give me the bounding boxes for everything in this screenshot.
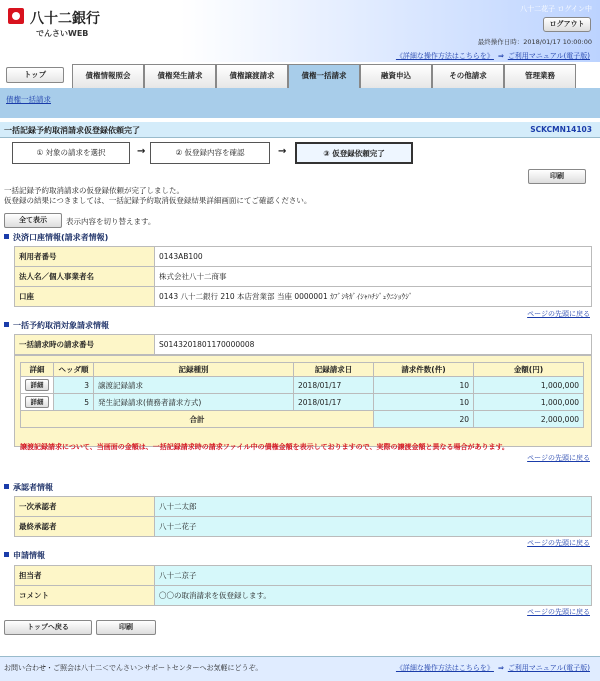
tab-issue[interactable]: 債権発生請求 <box>144 64 216 88</box>
table-row: 法人名／個人事業者名 株式会社八十二商事 <box>15 267 592 287</box>
footer-contact: お問い合わせ・ご照会は八十二＜でんさい＞サポートセンターへお気軽にどうぞ。 <box>4 664 263 672</box>
table-row: 担当者 八十二京子 <box>15 566 592 586</box>
help-method-link[interactable]: 《詳細な操作方法はこちらを》 <box>395 52 494 60</box>
page-top-link[interactable]: ページの先頭に戻る <box>527 454 590 462</box>
bank-logo-icon <box>8 8 24 24</box>
record-list-table <box>20 362 584 428</box>
back-to-top-button[interactable]: トップへ戻る <box>4 620 92 635</box>
help-method-link[interactable]: 《詳細な操作方法はこちらを》 <box>395 664 494 672</box>
step-arrow-icon: → <box>137 146 146 157</box>
approver-table <box>14 496 592 537</box>
step-1: ① 対象の請求を選択 <box>12 142 130 164</box>
amount-warning: 譲渡記録請求について、当画面の金額は、一括記録請求時の請求ファイル中の債権金額を表示しておりますので、実際の譲渡金額と異なる場合があります。 <box>20 443 509 451</box>
help-links-top: 《詳細な操作方法はこちらを》 ⇒ ご利用マニュアル(電子版) <box>395 52 590 60</box>
table-row: コメント 〇〇の取消請求を仮登録します。 <box>15 586 592 606</box>
tab-home[interactable]: トップ <box>6 67 64 83</box>
section-approver-title: 承認者情報 <box>4 482 53 493</box>
print-button-bottom[interactable]: 印刷 <box>96 620 156 635</box>
last-login: 最終操作日時：2018/01/17 10:00:00 <box>477 38 592 46</box>
table-row: 一次承認者 八十二太郎 <box>15 497 592 517</box>
manual-link[interactable]: ご利用マニュアル(電子版) <box>507 52 590 60</box>
completion-message: 一括記録予約取消請求の仮登録依頼が完了しました。 仮登録の結果につきましては、一括記録予約取消仮登録結果詳細画面にてご確認ください。 <box>4 186 312 205</box>
application-table <box>14 565 592 606</box>
detail-button[interactable]: 詳細 <box>25 379 49 391</box>
sub-navigation <box>0 88 600 118</box>
section-target-title: 一括予約取消対象請求情報 <box>4 320 109 331</box>
main-tabs <box>0 64 600 88</box>
detail-button[interactable]: 詳細 <box>25 396 49 408</box>
table-row: 利用者番号 0143AB100 <box>15 247 592 267</box>
logout-button[interactable]: ログアウト <box>543 17 591 32</box>
print-button-top[interactable]: 印刷 <box>528 169 586 184</box>
tab-loan[interactable]: 融資申込 <box>360 64 432 88</box>
table-row: 一括請求時の請求番号 S0143201801170000008 <box>15 335 592 355</box>
tab-transfer[interactable]: 債権譲渡請求 <box>216 64 288 88</box>
table-row: 最終承認者 八十二花子 <box>15 517 592 537</box>
show-all-button[interactable]: 全て表示 <box>4 213 62 228</box>
request-number-table <box>14 334 592 355</box>
table-row: 詳細 3 譲渡記録請求 2018/01/17 10 1,000,000 <box>21 377 584 394</box>
step-2: ② 仮登録内容を確認 <box>150 142 270 164</box>
tab-other[interactable]: その他請求 <box>432 64 504 88</box>
settlement-table <box>14 246 592 307</box>
bank-name: 八十二銀行 <box>30 11 100 27</box>
table-row: 口座 0143 八十二銀行 210 本店営業部 当座 0000001 ｶﾌﾞｼｷｶﾞｲｼｬﾊﾁｼﾞｭｳﾆｼｮｳｼﾞ <box>15 287 592 307</box>
page-top-link[interactable]: ページの先頭に戻る <box>527 310 590 318</box>
section-application-title: 申請情報 <box>4 550 45 561</box>
toggle-note: 表示内容を切り替えます。 <box>66 217 156 226</box>
manual-link[interactable]: ご利用マニュアル(電子版) <box>507 664 590 672</box>
screen-code: SCKCMN14103 <box>530 125 592 134</box>
section-settlement-title: 決済口座情報(請求者情報) <box>4 232 108 243</box>
table-header: 詳細 ヘッダ順 記録種別 記録請求日 請求件数(件) 金額(円) <box>21 363 584 377</box>
page-title-bar <box>0 122 600 138</box>
tab-inquiry[interactable]: 債権情報照会 <box>72 64 144 88</box>
step-3-current: ③ 仮登録依頼完了 <box>295 142 413 164</box>
total-row: 合計 20 2,000,000 <box>21 411 584 428</box>
tab-admin[interactable]: 管理業務 <box>504 64 576 88</box>
page-top-link[interactable]: ページの先頭に戻る <box>527 539 590 547</box>
step-arrow-icon: → <box>278 146 287 157</box>
login-user: 八十二花子 ログイン中 <box>520 5 592 13</box>
subnav-batch-link[interactable]: 債権一括請求 <box>6 95 51 104</box>
page-title: 一括記録予約取消請求仮登録依頼完了 <box>4 126 140 135</box>
page-top-link[interactable]: ページの先頭に戻る <box>527 608 590 616</box>
tab-batch[interactable]: 債権一括請求 <box>288 64 360 88</box>
help-links-bottom: 《詳細な操作方法はこちらを》 ⇒ ご利用マニュアル(電子版) <box>395 664 590 672</box>
service-name: でんさいWEB <box>36 29 89 38</box>
table-row: 詳細 5 発生記録請求(債務者請求方式) 2018/01/17 10 1,000,000 <box>21 394 584 411</box>
